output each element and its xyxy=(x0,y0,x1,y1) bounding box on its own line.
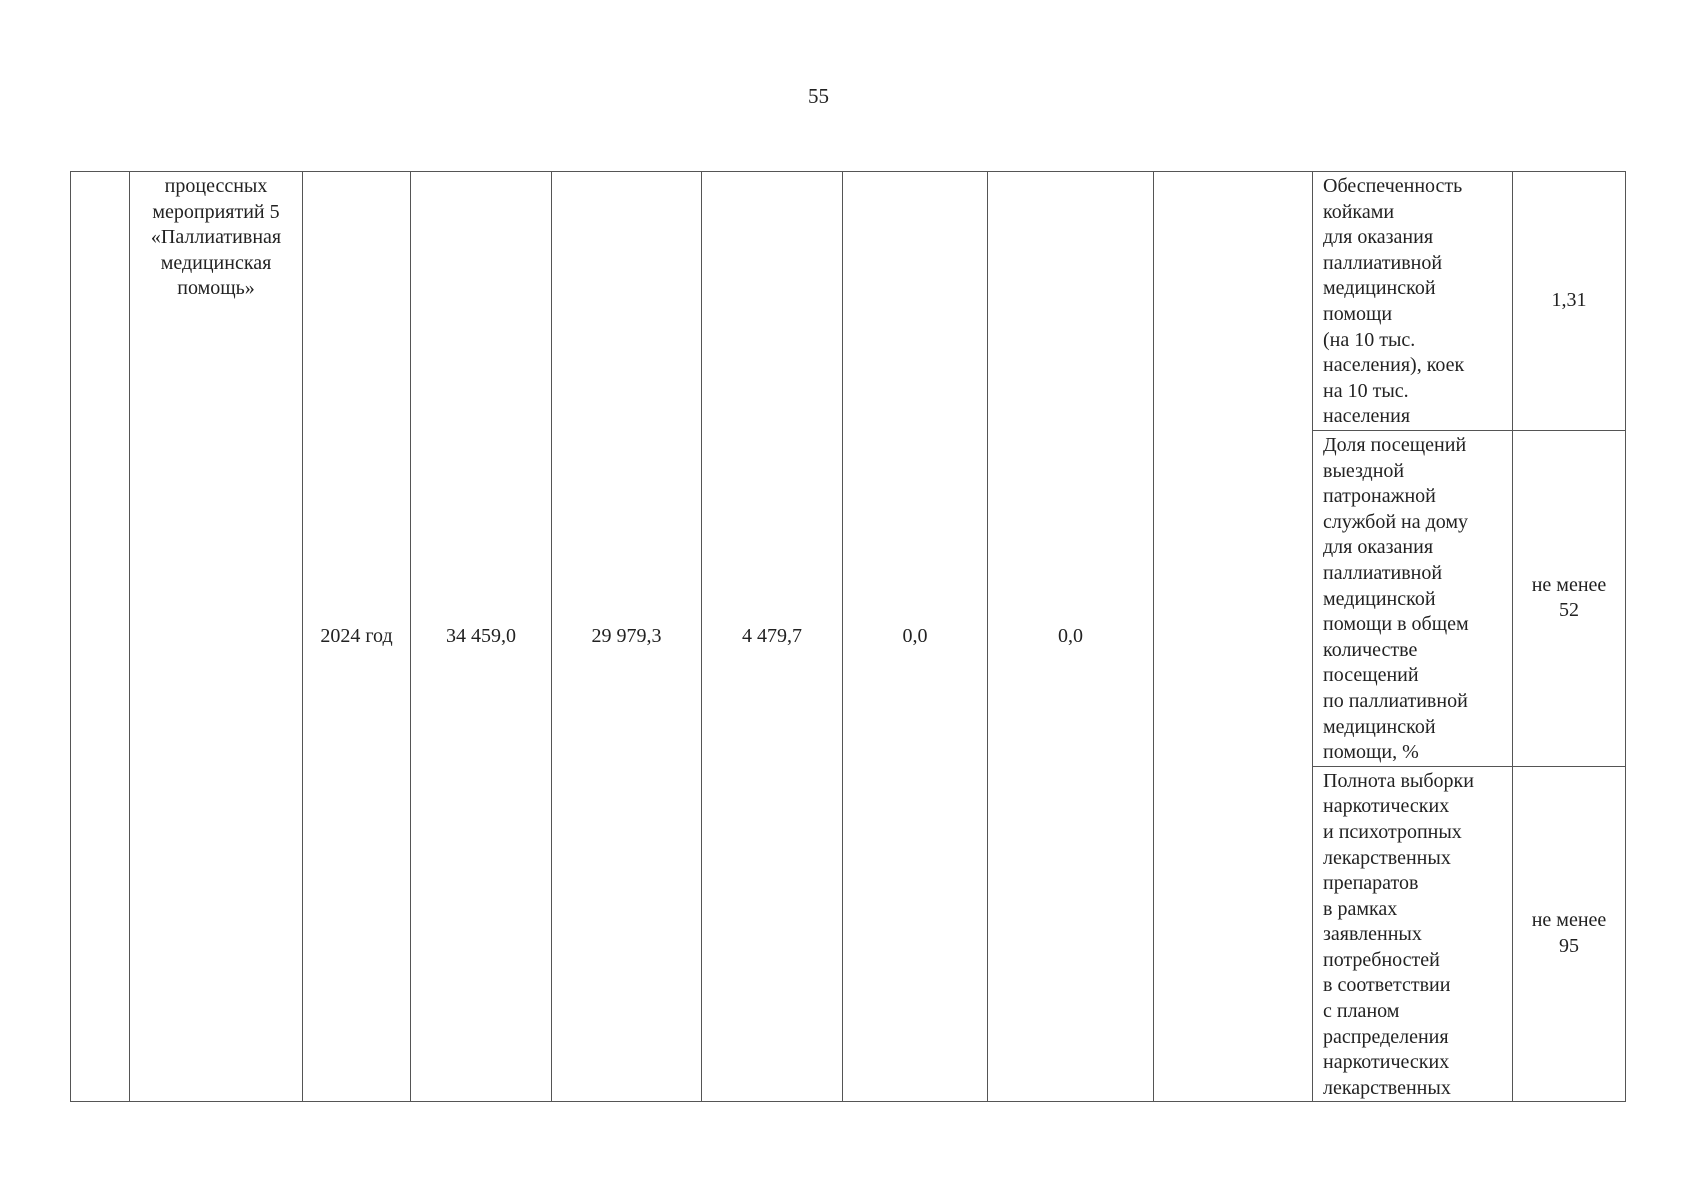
amount-other-cell: 0,0 xyxy=(988,172,1154,1102)
indicator-value-cell: не менее 52 xyxy=(1513,431,1626,767)
period-cell: 2024 год xyxy=(303,172,411,1102)
page-number: 55 xyxy=(808,84,829,108)
program-name-cell: процессных мероприятий 5 «Паллиативная медицинская помощь» xyxy=(130,172,303,1102)
amount-local-cell: 0,0 xyxy=(843,172,988,1102)
indicator-value-cell: не менее 95 xyxy=(1513,766,1626,1102)
indicator-name-cell: Полнота выборки наркотических и психотропных лекарственных препаратов в рамках заявленных потребностей в соответствии с планом распределения наркотических лекарственных xyxy=(1313,766,1513,1102)
indicator-name-cell: Обеспеченность койками для оказания паллиативной медицинской помощи (на 10 тыс. населения), коек на 10 тыс. населения xyxy=(1313,172,1513,431)
indicator-value-cell: 1,31 xyxy=(1513,172,1626,431)
amount-federal-cell: 29 979,3 xyxy=(552,172,702,1102)
amount-total-cell: 34 459,0 xyxy=(411,172,552,1102)
row-number-cell xyxy=(71,172,130,1102)
program-table xyxy=(70,171,1626,1102)
table-row xyxy=(71,172,1626,431)
empty-cell xyxy=(1154,172,1313,1102)
amount-regional-cell: 4 479,7 xyxy=(702,172,843,1102)
indicator-name-cell: Доля посещений выездной патронажной службой на дому для оказания паллиативной медицинской помощи в общем количестве посещений по паллиативной медицинской помощи, % xyxy=(1313,431,1513,767)
